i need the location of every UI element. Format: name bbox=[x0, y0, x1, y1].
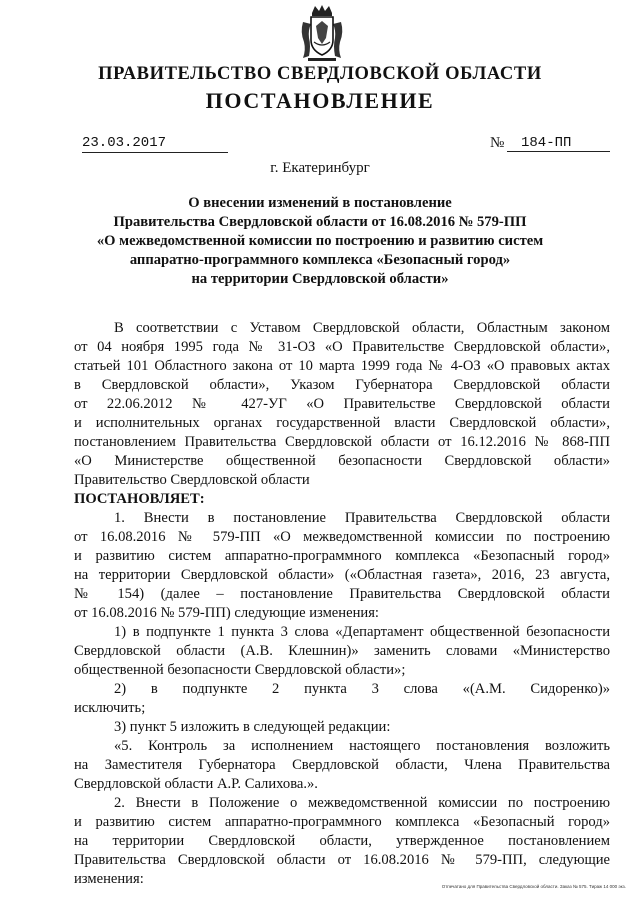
body-line: статьей 101 Областного закона от 10 марта 1999 года № 4-ОЗ «О правовых актах bbox=[74, 358, 610, 374]
document-date: 23.03.2017 bbox=[82, 135, 228, 153]
print-note: Отпечатано для Правительства Свердловской области. Заказ № 575. Тираж 14 000 экз. bbox=[441, 884, 626, 889]
body-line: № 154) (далее – постановление Правительства Свердловской области bbox=[74, 586, 610, 602]
body-line: 1) в подпункте 1 пункта 3 слова «Департамент общественной безопасности bbox=[114, 624, 610, 640]
body-line: 2. Внести в Положение о межведомственной комиссии по построению bbox=[114, 795, 610, 811]
body-line: 3) пункт 5 изложить в следующей редакции: bbox=[114, 719, 391, 735]
body-line: «О Министерстве общественной безопасности Свердловской области» bbox=[74, 453, 610, 469]
document-subject bbox=[70, 194, 570, 289]
coat-of-arms-icon bbox=[300, 4, 344, 62]
subject-line: О внесении изменений в постановление bbox=[188, 195, 452, 211]
body-line: Правительства Свердловской области от 16.08.2016 № 579-ПП, следующие bbox=[74, 852, 610, 868]
resolves-heading: ПОСТАНОВЛЯЕТ: bbox=[74, 491, 205, 507]
body-line: В соответствии с Уставом Свердловской области, Областным законом bbox=[114, 320, 610, 336]
subject-line: аппаратно-программного комплекса «Безопасный город» bbox=[129, 252, 511, 268]
body-line: в Свердловской области», Указом Губернатора Свердловской области bbox=[74, 377, 610, 393]
government-title: ПРАВИТЕЛЬСТВО СВЕРДЛОВСКОЙ ОБЛАСТИ bbox=[98, 64, 542, 84]
body-line: и развитию систем аппаратно-программного комплекса «Безопасный город» bbox=[74, 814, 610, 830]
document-body bbox=[74, 319, 610, 889]
body-line: 2) в подпункте 2 пункта 3 слова «(А.М. Сидоренко)» bbox=[114, 681, 610, 697]
body-line: постановлением Правительства Свердловской области от 16.12.2016 № 868-ПП bbox=[74, 434, 610, 450]
subject-line: «О межведомственной комиссии по построению и развитию систем bbox=[96, 233, 544, 249]
body-line: от 16.08.2016 № 579-ПП) следующие изменения: bbox=[74, 605, 379, 621]
document-type: ПОСТАНОВЛЕНИЕ bbox=[205, 88, 435, 113]
body-line: общественной безопасности Свердловской области»; bbox=[74, 662, 406, 678]
body-line: от 04 ноября 1995 года № 31-ОЗ «О Правительстве Свердловской области», bbox=[74, 339, 610, 355]
body-line: и исполнительных органах государственной власти Свердловской области», bbox=[74, 415, 610, 431]
body-line: на территории Свердловской области» («Областная газета», 2016, 23 августа, bbox=[74, 567, 610, 583]
subject-line: на территории Свердловской области» bbox=[191, 271, 449, 287]
body-line: от 22.06.2012 № 427-УГ «О Правительстве Свердловской области bbox=[74, 396, 610, 412]
city: г. Екатеринбург bbox=[270, 160, 370, 176]
body-line: изменения: bbox=[74, 871, 144, 887]
body-line: «5. Контроль за исполнением настоящего постановления возложить bbox=[114, 738, 610, 754]
body-line: исключить; bbox=[74, 700, 146, 716]
body-line: 1. Внести в постановление Правительства Свердловской области bbox=[114, 510, 610, 526]
number-sign: № bbox=[490, 135, 505, 151]
document-number: 184-ПП bbox=[507, 135, 610, 152]
body-line: на Заместителя Губернатора Свердловской области, Члена Правительства bbox=[74, 757, 610, 773]
body-line: от 16.08.2016 № 579-ПП «О межведомственной комиссии по построению bbox=[74, 529, 610, 545]
body-line: и развитию систем аппаратно-программного комплекса «Безопасный город» bbox=[74, 548, 610, 564]
body-line: Свердловской области А.Р. Салихова.». bbox=[74, 776, 318, 792]
subject-line: Правительства Свердловской области от 16.08.2016 № 579-ПП bbox=[113, 214, 527, 230]
body-line: Свердловской области (А.В. Клешнин)» заменить словами «Министерство bbox=[74, 643, 610, 659]
body-line: Правительство Свердловской области bbox=[74, 472, 310, 488]
body-line: на территории Свердловской области, утвержденное постановлением bbox=[74, 833, 610, 849]
